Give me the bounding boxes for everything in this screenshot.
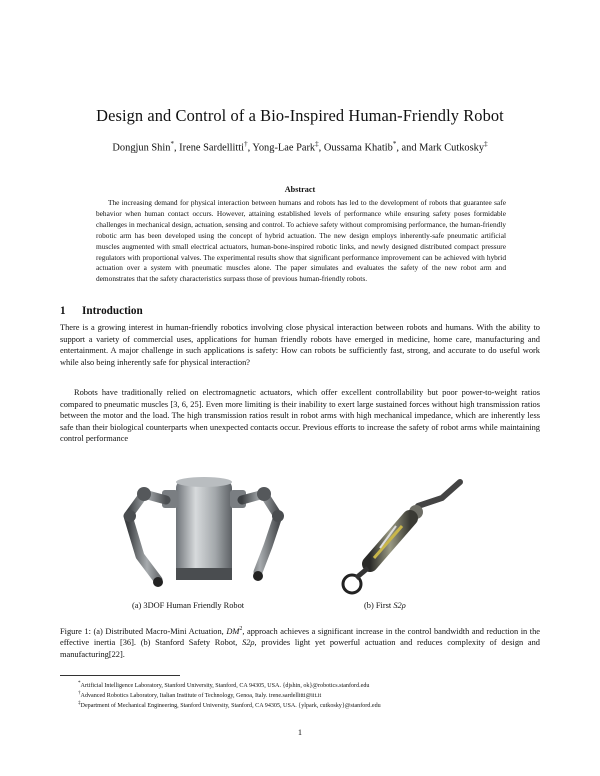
caption-text: Figure 1: (a) Distributed Macro-Mini Actuation, [60,626,227,636]
paper-title: Design and Control of a Bio-Inspired Human-Friendly Robot [96,106,504,125]
caption-s2p: S2ρ [242,638,255,648]
footnote-text: Advanced Robotics Laboratory, Italian Institute of Technology, Genoa, Italy. irene.sardellitti@iit.it [80,693,322,700]
author-name: Yong-Lae Park [252,142,316,154]
footnote-3 [78,700,381,709]
figure-b-robot-image [330,476,465,598]
intro-paragraph-1: There is a growing interest in human-friendly robotics involving close physical interaction between robots and humans. With the ability to support a variety of commercial uses, applications for human friendly robots have emerged in medicine, home care, manufacturing and entertainment. A major challenge in such applications is safety: How can robots be sufficiently fast, strong, and accurate to do useful work while also being inherently safe for physical interaction? [60,323,540,367]
author-separator: , and [396,142,420,154]
footnote-mark: * [78,680,81,686]
abstract-text: The increasing demand for physical interaction between humans and robots has led to the development of robots that guarantee safe behavior when human contact occurs. However, attaining established levels of performance while ensuring safety poses formidable challenges in mechanical design, actuation, sensing and control. To achieve safety without compromising performance, the human-friendly robotic arm has been developed using the concept of hybrid actuation. The new design employs inherently-safe pneumatic artificial muscles augmented with small electrical actuators, human-bone-inspired robotic links, and newly designed distributed compact pressure regulators with proportional valves. The experimental results show that significant performance improvement can be achieved with hybrid actuation over a system with pneumatic muscles alone. The paper simulates and evaluates the safety of the new robot arm and demonstrates that the safety characteristics surpass those of previous human-friendly robots. [96,198,506,284]
abstract-heading: Abstract [284,185,316,194]
page-number: 1 [297,728,303,737]
affiliation-mark: ‡ [315,140,319,148]
affiliation-mark: ‡ [484,140,488,148]
caption-dm-sup: 2 [239,626,243,632]
footnote-text: Department of Mechanical Engineering, Stanford University, Stanford, CA 94305, USA. {ylpark, cutkosky}@stanford.edu [80,703,381,710]
author-name: Mark Cutkosky [419,142,485,154]
subcaption-prefix: (b) First [364,601,394,610]
author-name: Oussama Khatib [323,142,393,154]
footnote-mark: ‡ [78,700,81,706]
author-separator: , [318,142,324,154]
section-heading [60,305,143,317]
author-list [0,140,600,153]
affiliation-mark: * [170,140,174,148]
author-separator: , [173,142,180,154]
footnote-rule [60,675,180,676]
author-separator: , [247,142,253,154]
affiliation-mark: † [244,140,248,148]
figure-a-subcaption: (a) 3DOF Human Friendly Robot [132,601,245,610]
affiliation-mark: * [392,140,397,148]
figure-b-subcaption [364,601,406,610]
intro-paragraph-2: Robots have traditionally relied on electromagnetic actuators, which offer excellent controllability but poor power-to-weight ratios compared to pneumatic muscles [3, 6, 25]. Even more limiting is their inability to exert large sustained forces without high transmission ratios between the motor and the load. The high transmission ratios result in robot arms with high mechanical impedance, which are inherently less safe than their biological counterparts when unexpected contacts occur. Previous efforts to increase the safety of robot arms while maintaining control performance [60,388,540,444]
footnote-1 [78,680,369,689]
footnote-mark: † [78,690,81,696]
author-name: Irene Sardellitti [179,142,245,154]
caption-text: , approach achieves a significant increase in the control bandwidth and reduction in the effective inertia [36]. (b) Stanford Safety Robot, [60,626,541,648]
section-number: 1 [60,305,66,317]
caption-dm: DM [226,626,240,636]
figure-a-robot-image [118,476,288,594]
footnote-text: Artificial Intelligence Laboratory, Stanford University, Stanford, CA 94305, USA. {djshin, ok}@robotics.stanford.edu [80,683,370,690]
robot-name: S2ρ [393,601,406,610]
author-name: Dongjun Shin [112,142,171,154]
figure-caption [60,624,540,661]
section-title: Introduction [82,305,143,317]
caption-text: , provides light yet powerful actuation and reduces complexity of design and manufacturing[22]. [60,638,540,659]
footnote-2 [78,690,321,699]
